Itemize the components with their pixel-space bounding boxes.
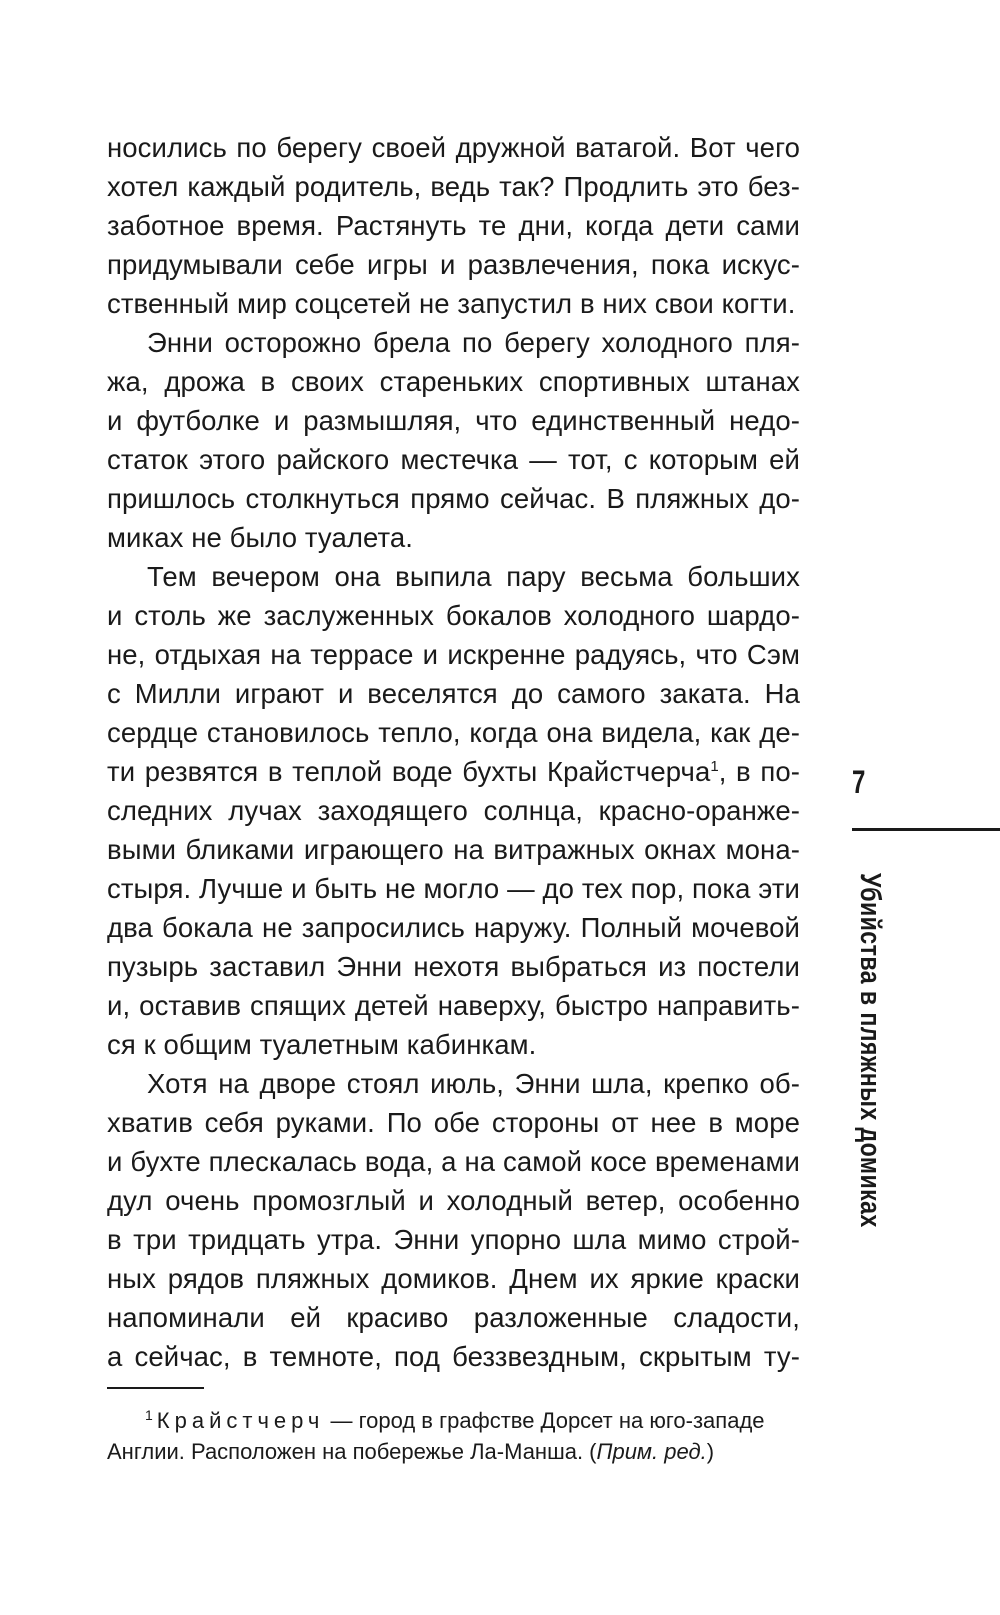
text-line: заботное время. Растянуть те дни, когда дети сами <box>107 210 800 241</box>
text-line: и бухте плескалась вода, а на самой косе временами <box>107 1146 800 1177</box>
text-line: и футболке и размышляя, что единственный недо- <box>107 405 800 436</box>
text-line: носились по берегу своей дружной ватагой. Вот чего <box>107 132 800 163</box>
text-line: хотел каждый родитель, ведь так? Продлить это без- <box>107 171 800 202</box>
text-segment: ти резвятся в теплой воде бухты Крайстчерча <box>107 756 711 787</box>
page-number: 7 <box>852 764 866 800</box>
sidebar-divider <box>852 828 1000 831</box>
text-line: дул очень промозглый и холодный ветер, особенно <box>107 1185 800 1216</box>
footnote-line <box>107 1436 800 1467</box>
text-line: придумывали себе игры и развлечения, пока искус- <box>107 249 800 280</box>
text-line: статок этого райского местечка — тот, с которым ей <box>107 444 800 475</box>
footnote-text: ) <box>706 1439 715 1464</box>
footnote-term: Крайстчерч <box>156 1408 325 1433</box>
text-line: не, отдыхая на террасе и искренне радуясь, что Сэм <box>107 639 800 670</box>
text-line: следних лучах заходящего солнца, красно-оранже- <box>107 795 800 826</box>
footnote <box>107 1405 800 1467</box>
text-line: и столь же заслуженных бокалов холодного шардо- <box>107 600 800 631</box>
text-line: два бокала не запросились наружу. Полный мочевой <box>107 912 800 943</box>
text-line: а сейчас, в темноте, под беззвездным, скрытым ту- <box>107 1341 800 1372</box>
running-title-text: Убийства в пляжных домиках <box>854 873 886 1228</box>
text-line: ных рядов пляжных домиков. Днем их яркие краски <box>107 1263 800 1294</box>
text-line: с Милли играют и веселятся до самого заката. На <box>107 678 800 709</box>
body-text <box>107 128 800 1376</box>
text-line: ся к общим туалетным кабинкам. <box>107 1029 537 1060</box>
footnote-text: Англии. Расположен на побережье Ла-Манша. ( <box>107 1439 597 1464</box>
footnote-line <box>107 1405 800 1436</box>
footnote-text: — город в графстве Дорсет на юго-западе <box>324 1408 765 1433</box>
text-line: стыря. Лучше и быть не могло — до тех пор, пока эти <box>107 873 800 904</box>
editor-note: Прим. ред. <box>596 1439 707 1464</box>
text-segment: , в по- <box>718 756 800 787</box>
text-line: хватив себя руками. По обе стороны от нее в море <box>107 1107 800 1138</box>
text-line: ственный мир соцсетей не запустил в них свои когти. <box>107 288 796 319</box>
footnote-reference: 1 <box>710 757 719 775</box>
text-line: жа, дрожа в своих стареньких спортивных штанах <box>107 366 800 397</box>
text-line: Энни осторожно брела по берегу холодного пля- <box>147 327 800 358</box>
text-line: миках не было туалета. <box>107 522 414 553</box>
text-line: пузырь заставил Энни нехотя выбраться из постели <box>107 951 800 982</box>
footnote-number: 1 <box>145 1406 153 1423</box>
text-line: в три тридцать утра. Энни упорно шла мимо строй- <box>107 1224 800 1255</box>
footnote-divider <box>107 1387 204 1389</box>
text-line: выми бликами играющего на витражных окнах мона- <box>107 834 800 865</box>
text-line: напоминали ей красиво разложенные сладости, <box>107 1302 800 1333</box>
text-line-with-footnote-ref <box>107 752 800 791</box>
text-line: и, оставив спящих детей наверху, быстро направить- <box>107 990 800 1021</box>
text-line: сердце становилось тепло, когда она видела, как де- <box>107 717 800 748</box>
text-line: пришлось столкнуться прямо сейчас. В пляжных до- <box>107 483 800 514</box>
text-line: Тем вечером она выпила пару весьма больших <box>147 561 800 592</box>
running-title <box>854 873 886 1316</box>
text-line: Хотя на дворе стоял июль, Энни шла, крепко об- <box>147 1068 800 1099</box>
